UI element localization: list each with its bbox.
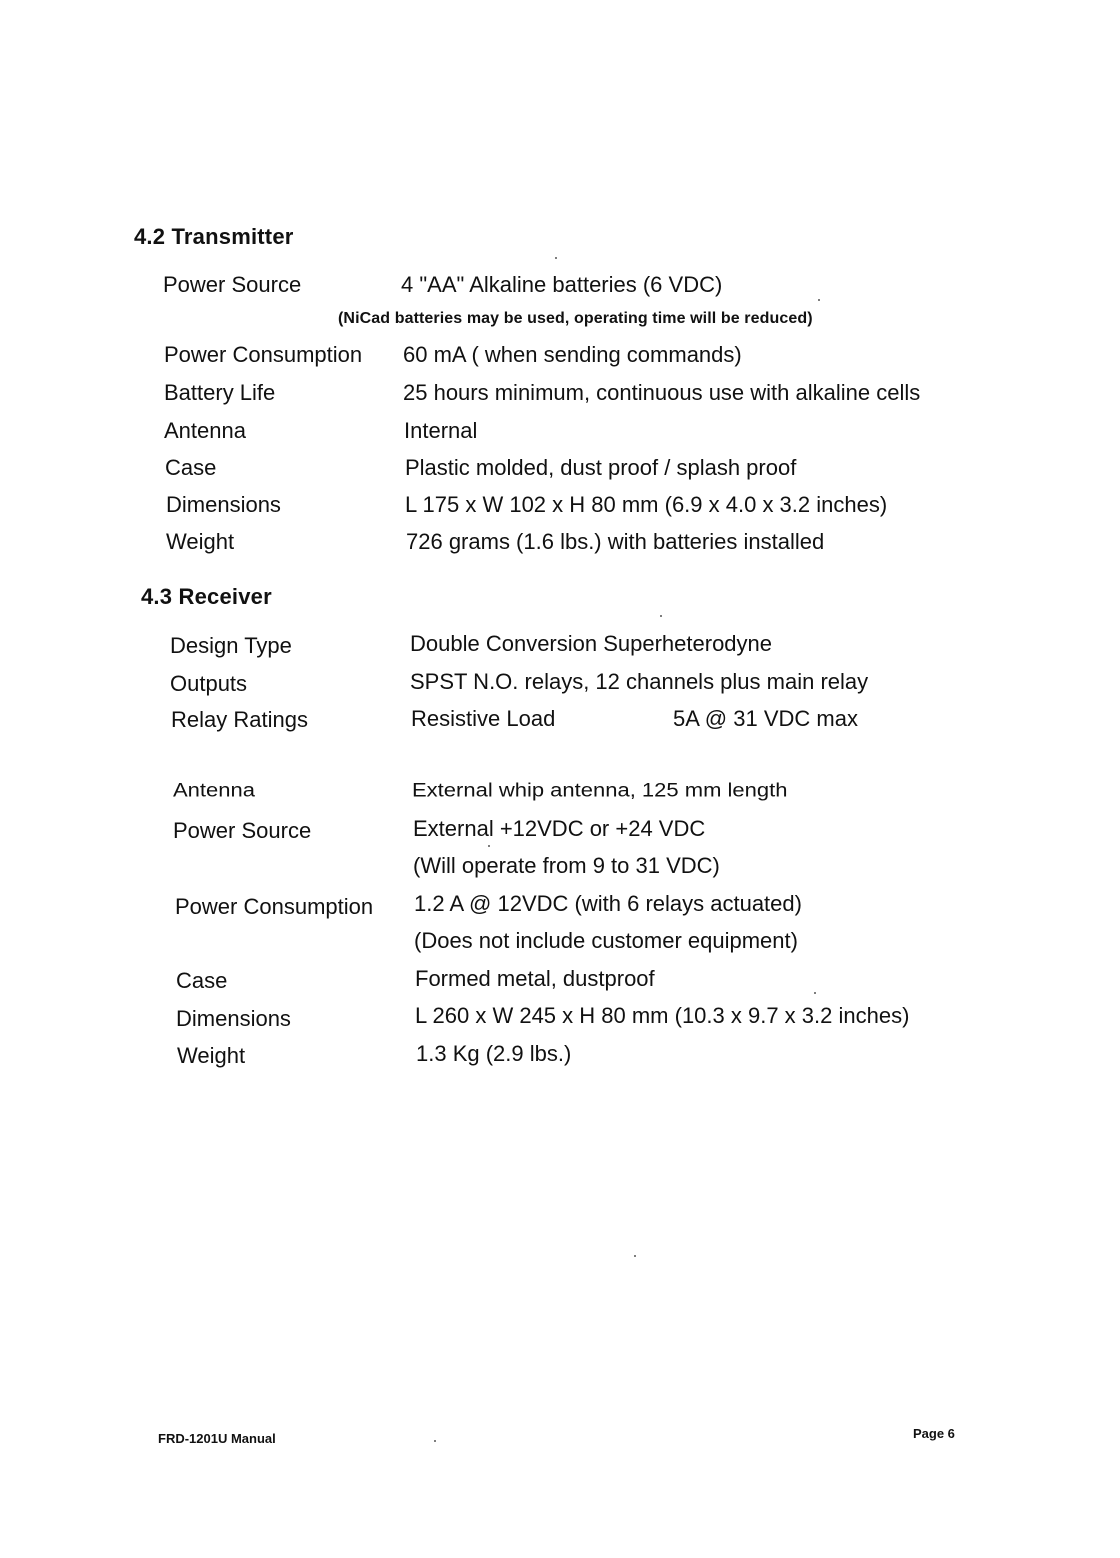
scan-speck: [555, 257, 557, 259]
footer-page-number: Page 6: [913, 1426, 955, 1441]
rx-outputs-label: Outputs: [170, 671, 248, 696]
rx-antenna-cut-value-text: External whip antenna, 125 mm length: [412, 778, 788, 801]
rx-antenna-cut-label-text: Antenna: [173, 778, 255, 801]
rx-power-consumption-note: (Does not include customer equipment): [414, 928, 798, 953]
rx-design-type-label: Design Type: [170, 633, 292, 658]
tx-power-consumption-value: 60 mA ( when sending commands): [403, 342, 742, 367]
tx-power-consumption-label: Power Consumption: [164, 342, 363, 367]
rx-antenna-cut-value: [412, 778, 802, 801]
scan-speck: [660, 615, 662, 617]
scan-speck: [488, 845, 490, 847]
scan-speck: [434, 1440, 436, 1442]
tx-weight-label: Weight: [166, 529, 235, 554]
tx-antenna-value: Internal: [404, 418, 478, 443]
scan-speck: [814, 992, 816, 994]
rx-case-label: Case: [176, 968, 228, 993]
tx-battery-life-value: 25 hours minimum, continuous use with alkaline cells: [403, 380, 921, 405]
rx-design-type-value: Double Conversion Superheterodyne: [410, 631, 773, 656]
rx-power-consumption-value: 1.2 A @ 12VDC (with 6 relays actuated): [414, 891, 802, 916]
tx-dimensions-value: L 175 x W 102 x H 80 mm (6.9 x 4.0 x 3.2 inches): [405, 492, 888, 517]
rx-power-source-note: (Will operate from 9 to 31 VDC): [413, 853, 720, 878]
scan-speck: [634, 1255, 636, 1257]
tx-power-source-label: Power Source: [163, 272, 302, 297]
rx-relay-ratings-label: Relay Ratings: [171, 707, 308, 732]
scan-speck: [818, 299, 820, 301]
tx-battery-life-label: Battery Life: [164, 380, 276, 405]
rx-dimensions-value: L 260 x W 245 x H 80 mm (10.3 x 9.7 x 3.2 inches): [415, 1003, 910, 1028]
rx-weight-label: Weight: [177, 1043, 246, 1068]
rx-power-consumption-label: Power Consumption: [175, 894, 374, 919]
receiver-heading: 4.3 Receiver: [141, 584, 272, 609]
tx-power-source-value: 4 "AA" Alkaline batteries (6 VDC): [401, 272, 723, 297]
tx-case-label: Case: [165, 455, 217, 480]
rx-relay-ratings-load: Resistive Load: [411, 706, 556, 731]
transmitter-heading: 4.2 Transmitter: [134, 224, 294, 249]
tx-case-value: Plastic molded, dust proof / splash proof: [405, 455, 797, 480]
rx-weight-value: 1.3 Kg (2.9 lbs.): [416, 1041, 572, 1066]
rx-outputs-value: SPST N.O. relays, 12 channels plus main relay: [410, 669, 869, 694]
rx-antenna-cut-label: [173, 778, 293, 801]
footer-manual-name: FRD-1201U Manual: [158, 1431, 276, 1446]
tx-dimensions-label: Dimensions: [166, 492, 281, 517]
tx-power-source-note: (NiCad batteries may be used, operating time will be reduced): [338, 310, 813, 327]
rx-relay-ratings-value: 5A @ 31 VDC max: [673, 706, 858, 731]
tx-antenna-label: Antenna: [164, 418, 246, 443]
rx-power-source-label: Power Source: [173, 818, 312, 843]
rx-case-value: Formed metal, dustproof: [415, 966, 655, 991]
rx-dimensions-label: Dimensions: [176, 1006, 291, 1031]
tx-weight-value: 726 grams (1.6 lbs.) with batteries installed: [406, 529, 825, 554]
rx-power-source-value: External +12VDC or +24 VDC: [413, 816, 706, 841]
